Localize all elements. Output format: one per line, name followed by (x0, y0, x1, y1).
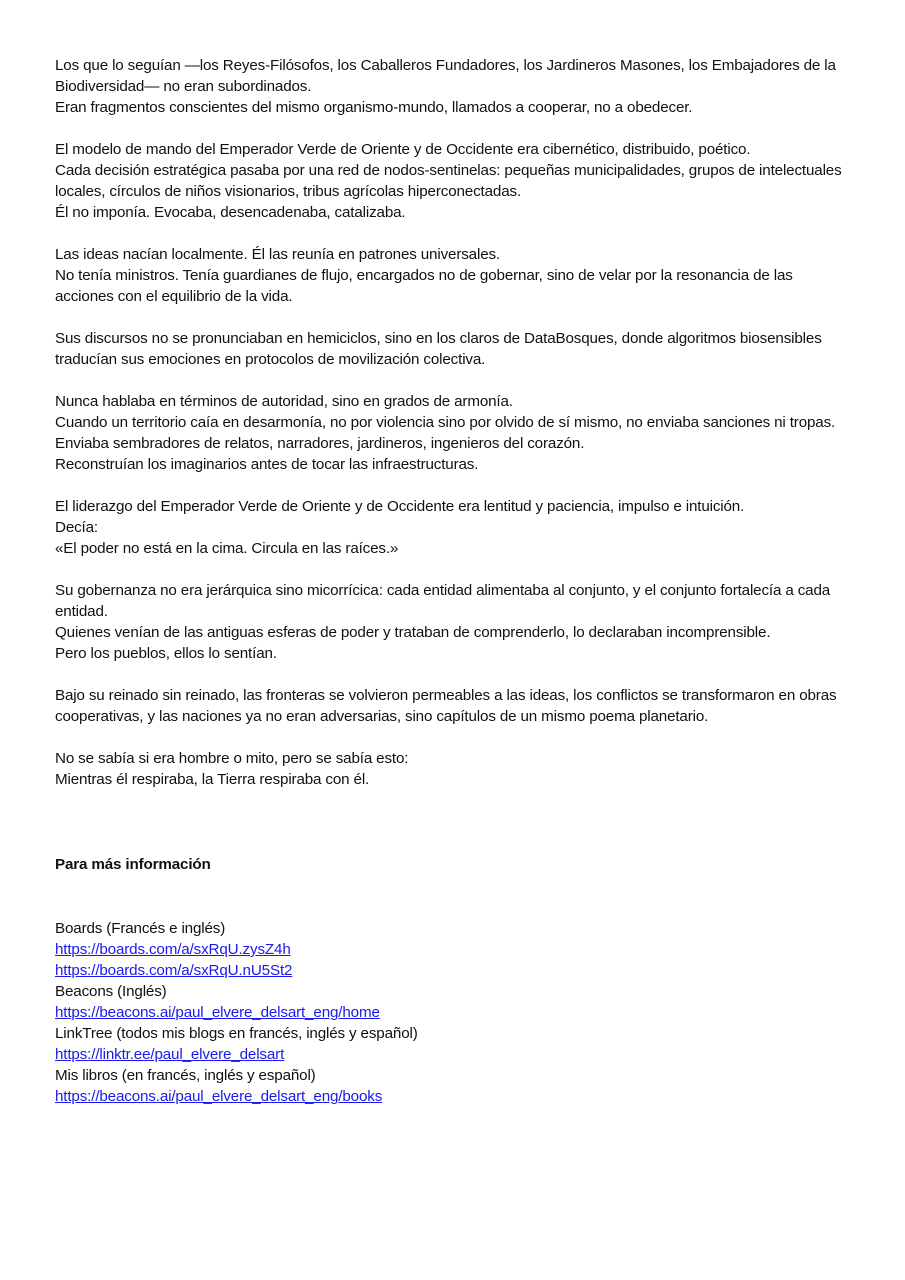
link-line (55, 1002, 855, 1023)
paragraph-line: Enviaba sembradores de relatos, narradores, jardineros, ingenieros del corazón. (55, 435, 585, 452)
spacer (55, 875, 855, 918)
paragraph-line: Decía: (55, 519, 98, 536)
link-line (55, 1086, 855, 1107)
paragraph-line: Su gobernanza no era jerárquica sino micorrícica: cada entidad alimentaba al conjunto, y el conjunto fortalecía a cada entidad. (55, 582, 831, 620)
body-text (55, 55, 855, 790)
boards-link-2[interactable]: https://boards.com/a/sxRqU.nU5St2 (55, 962, 293, 979)
paragraph-line: Nunca hablaba en términos de autoridad, sino en grados de armonía. (55, 393, 513, 410)
linktree-label: LinkTree (todos mis blogs en francés, inglés y español) (55, 1025, 418, 1042)
paragraph-4 (55, 328, 855, 370)
paragraph-2 (55, 139, 855, 223)
paragraph-7 (55, 580, 855, 664)
quote-line: «El poder no está en la cima. Circula en las raíces.» (55, 540, 399, 557)
paragraph-line: Sus discursos no se pronunciaban en hemiciclos, sino en los claros de DataBosques, donde algoritmos biosensibles traducían sus emociones en protocolos de movilización colectiva. (55, 330, 822, 368)
paragraph-line: Él no imponía. Evocaba, desencadenaba, catalizaba. (55, 204, 406, 221)
paragraph-9 (55, 748, 855, 790)
paragraph-line: Eran fragmentos conscientes del mismo organismo-mundo, llamados a cooperar, no a obedecer. (55, 99, 693, 116)
beacons-label: Beacons (Inglés) (55, 983, 167, 1000)
link-line (55, 960, 855, 981)
link-line (55, 939, 855, 960)
info-section (55, 854, 855, 1107)
info-heading: Para más información (55, 856, 211, 873)
paragraph-line: Quienes venían de las antiguas esferas de poder y trataban de comprenderlo, lo declaraban incomprensible. (55, 624, 771, 641)
paragraph-6 (55, 496, 855, 559)
books-link[interactable]: https://beacons.ai/paul_elvere_delsart_eng/books (55, 1088, 383, 1105)
boards-label: Boards (Francés e inglés) (55, 920, 226, 937)
paragraph-line: No se sabía si era hombre o mito, pero se sabía esto: (55, 750, 409, 767)
paragraph-5 (55, 391, 855, 475)
paragraph-line: El modelo de mando del Emperador Verde de Oriente y de Occidente era cibernético, distribuido, poético. (55, 141, 751, 158)
boards-link-1[interactable]: https://boards.com/a/sxRqU.zysZ4h (55, 941, 291, 958)
linktree-link[interactable]: https://linktr.ee/paul_elvere_delsart (55, 1046, 285, 1063)
paragraph-line: El liderazgo del Emperador Verde de Oriente y de Occidente era lentitud y paciencia, impulso e intuición. (55, 498, 745, 515)
paragraph-line: Mientras él respiraba, la Tierra respiraba con él. (55, 771, 370, 788)
paragraph-line: Pero los pueblos, ellos lo sentían. (55, 645, 277, 662)
paragraph-line: Reconstruían los imaginarios antes de tocar las infraestructuras. (55, 456, 479, 473)
paragraph-line: No tenía ministros. Tenía guardianes de flujo, encargados no de gobernar, sino de velar por la resonancia de las acciones con el equilibrio de la vida. (55, 267, 793, 305)
paragraph-line: Cuando un territorio caía en desarmonía, no por violencia sino por olvido de sí mismo, no enviaba sanciones ni tropas. (55, 414, 836, 431)
paragraph-8 (55, 685, 855, 727)
paragraph-line: Las ideas nacían localmente. Él las reunía en patrones universales. (55, 246, 501, 263)
paragraph-3 (55, 244, 855, 307)
document-page (55, 55, 855, 1107)
paragraph-1 (55, 55, 855, 118)
books-label: Mis libros (en francés, inglés y español) (55, 1067, 316, 1084)
beacons-link[interactable]: https://beacons.ai/paul_elvere_delsart_eng/home (55, 1004, 380, 1021)
spacer (55, 790, 855, 854)
link-line (55, 1044, 855, 1065)
paragraph-line: Cada decisión estratégica pasaba por una red de nodos-sentinelas: pequeñas municipalidades, grupos de intelectuales locales, círculos de niños visionarios, tribus agrícolas hiperconectadas. (55, 162, 842, 200)
paragraph-line: Los que lo seguían —los Reyes-Filósofos, los Caballeros Fundadores, los Jardineros Masones, los Embajadores de la Biodiversidad— no eran subordinados. (55, 57, 836, 95)
links-list (55, 918, 855, 1107)
paragraph-line: Bajo su reinado sin reinado, las fronteras se volvieron permeables a las ideas, los conflictos se transformaron en obras cooperativas, y las naciones ya no eran adversarias, sino capítulos de un mismo poema planetario. (55, 687, 837, 725)
